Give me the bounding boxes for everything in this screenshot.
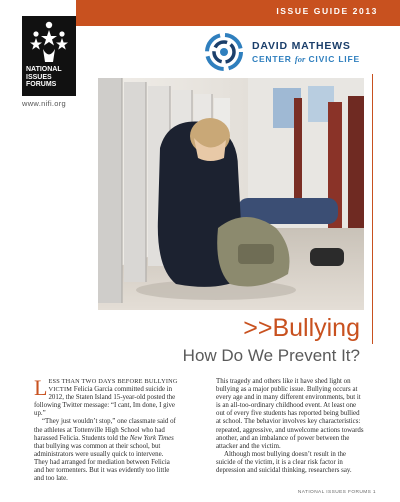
article-title: >>Bullying xyxy=(243,314,360,342)
mathews-circle-icon xyxy=(204,32,248,72)
nif-name: NATIONAL ISSUES FORUMS xyxy=(26,66,62,89)
article-subtitle: How Do We Prevent It? xyxy=(182,346,360,365)
page-footer: NATIONAL ISSUES FORUMS 1 xyxy=(297,490,376,495)
paragraph-2: “They just wouldn’t stop,” one classmate said of the athletes at Tottenville High School who had harassed Felicia. Students told the New York Times that bullying was common at their school, but administrators were usually quick to intervene. They had arranged for mediation between Felicia and her tormenters. But it was evidently too little and too late. xyxy=(34,418,176,483)
paragraph-4: Although most bullying doesn’t result in the suicide of the victim, it is a clear risk factor in depression and suicidal thinking, researchers say. xyxy=(216,450,352,475)
paragraph-3: This tragedy and others like it have shed light on bullying as a major public issue. Bullying occurs at every age and in many different environments, but it is an all-too-ordinary childhood event. At least one out of every five students has reported being bullied at school. The behavior involves key characteristics: repeated, aggressive, and unwelcome actions towards another, and an imbalance of power between the attacker and the victim. xyxy=(216,378,364,450)
body-column-right xyxy=(216,378,366,475)
paragraph-1: LESS THAN TWO DAYS BEFORE BULLYING VICTIM Felicia Garcia committed suicide in 2012, the Staten Island 15-year-old posted the following Twitter message: “I cant, Im done, I give up.” xyxy=(34,375,178,418)
hallway-photo xyxy=(98,78,364,310)
bullied-student-illustration xyxy=(98,78,364,310)
issue-guide-label: ISSUE GUIDE 2013 xyxy=(276,6,378,16)
nif-url: www.nifi.org xyxy=(22,99,67,108)
mathews-name: DAVID MATHEWS xyxy=(252,40,351,52)
people-stars-icon xyxy=(29,20,69,64)
mathews-center: CENTER for CIVIC LIFE xyxy=(252,54,360,64)
header-band xyxy=(76,0,400,26)
accent-rule xyxy=(372,74,373,344)
drop-cap: L xyxy=(34,375,48,400)
body-column-left xyxy=(34,375,178,483)
nif-logo xyxy=(22,16,76,96)
